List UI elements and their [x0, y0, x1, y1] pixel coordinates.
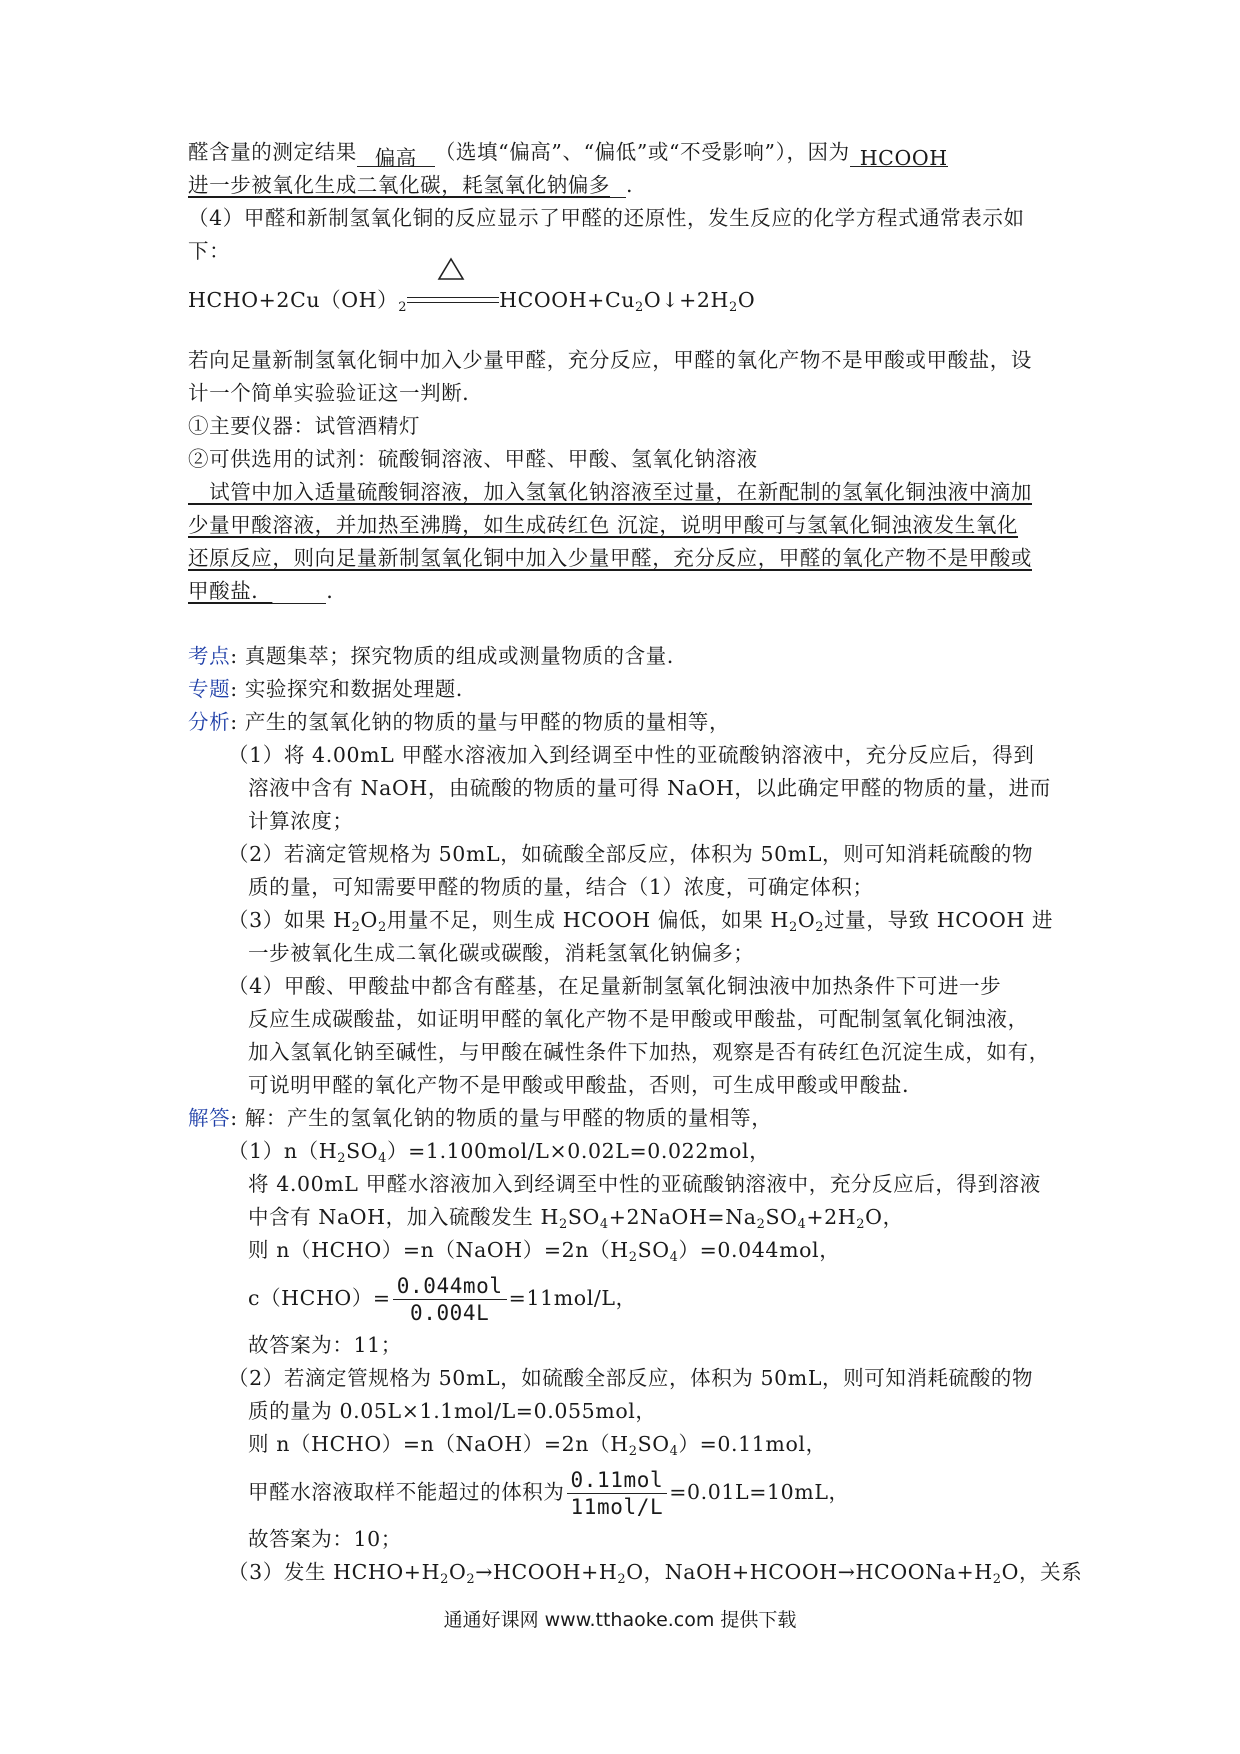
- text-line: （1）将 4.00mL 甲醛水溶液加入到经调至中性的亚硫酸钠溶液中，充分反应后，得到: [228, 743, 1035, 767]
- text-line: 计一个简单实验验证这一判断．: [188, 381, 484, 405]
- question-block: [188, 344, 1056, 608]
- page-footer: 通通好课网 www.tthaoke.com 提供下载: [443, 1609, 797, 1631]
- analysis-section: [188, 640, 1083, 1589]
- text-line: 下：: [188, 239, 231, 263]
- heating-arrow: [407, 285, 499, 315]
- answer-line: 甲酸盐． ．: [188, 579, 348, 603]
- jieda-line: 解答: 解：产生的氢氧化钠的物质的量与甲醛的物质的量相等，: [188, 1106, 773, 1130]
- text-line: 中含有 NaOH，加入硫酸发生 $H_2SO_4+2NaOH=Na_2SO_4+2H_2O$，: [248, 1205, 904, 1232]
- text-line: 计算浓度；: [248, 809, 354, 833]
- answer-blank: 偏高: [357, 142, 435, 167]
- volume-formula: 甲醛水溶液取样不能超过的体积为 $\frac{\text{0.11mol}}{\text{11mol/L}}$ =0.01L=10mL，: [248, 1468, 850, 1519]
- kaodian-label: 考点: [188, 644, 231, 668]
- text-line: （4）甲酸、甲酸盐中都含有醛基，在足量新制氢氧化铜浊液中加热条件下可进一步: [228, 974, 1002, 998]
- answer-line: 少量甲酸溶液，并加热至沸腾，如生成砖红色 沉淀，说明甲酸可与氢氧化铜浊液发生氧化: [188, 513, 1019, 537]
- answer-line: 试管中加入适量硫酸铜溶液，加入氢氧化钠溶液至过量，在新配制的氢氧化铜浊液中滴加: [188, 480, 1032, 504]
- text-line: （2）若滴定管规格为 50mL，如硫酸全部反应，体积为 50mL，则可知消耗硫酸的物: [228, 842, 1034, 866]
- text-line: 可说明甲醛的氧化产物不是甲酸或甲酸盐，否则，可生成甲酸或甲酸盐．: [248, 1073, 924, 1097]
- text-line: 将 4.00mL 甲醛水溶液加入到经调至中性的亚硫酸钠溶液中，充分反应后，得到溶液: [248, 1172, 1041, 1196]
- text-line: $(1)n(H_2SO_4)=1.100mol/L\times 0.02L=0.022mol$，: [228, 1139, 771, 1166]
- concentration-formula: c（HCHO）= $\frac{\text{0.044mol}}{0.004L}$ =11mol/L，: [248, 1274, 637, 1325]
- answer-line: 还原反应，则向足量新制氢氧化铜中加入少量甲醛，充分反应，甲醛的氧化产物不是甲酸或: [188, 546, 1032, 570]
- text-line: 醛含量的测定结果 偏高 （选填“偏高”、“偏低”或“不受影响”），因为 HCOOH: [188, 140, 948, 170]
- text-line: （3）发生 $HCHO+H_2O_2\to HCOOH+H_2O$，$NaOH+HCOOH\to HCOONa+H_2O$，关系: [228, 1560, 1083, 1587]
- text-line: 若向足量新制氢氧化铜中加入少量甲醛，充分反应，甲醛的氧化产物不是甲酸或甲酸盐，设: [188, 348, 1032, 372]
- text-line: 质的量，可知需要甲醛的物质的量，结合（1）浓度，可确定体积；: [248, 875, 874, 899]
- zhuanti-label: 专题: [188, 677, 231, 701]
- text-line: 质的量为 0.05L×1.1mol/L=0.055mol，: [248, 1399, 657, 1423]
- kaodian-line: 考点: 真题集萃；探究物质的组成或测量物质的含量．: [188, 644, 688, 668]
- text-line: 则 $n(HCHO)=n(NaOH)=2n(H_2SO_4)=0.11mol$，: [248, 1432, 827, 1459]
- text-line: 反应生成碳酸盐，如证明甲醛的氧化产物不是甲酸或甲酸盐，可配制氢氧化铜浊液，: [248, 1007, 1029, 1031]
- text-line: ①主要仪器：试管酒精灯: [188, 414, 421, 438]
- fenxi-label: 分析: [188, 710, 231, 734]
- text-line: 进一步被氧化生成二氧化碳，耗氢氧化钠偏多 .: [188, 173, 634, 197]
- fraction: $\frac{\text{0.044mol}}{0.004L}$: [393, 1273, 507, 1326]
- text-line: （4）甲醛和新制氢氧化铜的反应显示了甲醛的还原性，发生反应的化学方程式通常表示如: [188, 206, 1025, 230]
- answer-blank: HCOOH: [850, 142, 948, 167]
- text-line: （2）若滴定管规格为 50mL，如硫酸全部反应，体积为 50mL，则可知消耗硫酸的物: [228, 1366, 1034, 1390]
- answer-block-top: [188, 136, 1056, 268]
- answer-line: 故答案为：10；: [248, 1527, 402, 1551]
- fraction: $\frac{\text{0.11mol}}{\text{11mol/L}}$: [567, 1467, 668, 1520]
- text-line: 加入氢氧化钠至碱性，与甲酸在碱性条件下加热，观察是否有砖红色沉淀生成，如有，: [248, 1040, 1050, 1064]
- jieda-label: 解答: [188, 1106, 231, 1130]
- chemical-equation: $HCHO+2Cu(OH)_2$ $HCOOH+Cu_2O↓+2H_2O$: [188, 284, 1056, 324]
- text-line: 则 $n(HCHO)=n(NaOH)=2n(H_2SO_4)=0.044mol$，: [248, 1238, 841, 1265]
- answer-line: 故答案为：11；: [248, 1333, 402, 1357]
- fenxi-line: 分析: 产生的氢氧化钠的物质的量与甲醛的物质的量相等，: [188, 710, 731, 734]
- text-line: （3）如果 $H_2O_2$用量不足，则生成 HCOOH 偏低，如果 $H_2O_2$过量，导致 HCOOH 进: [228, 908, 1054, 935]
- text-line: 溶液中含有 NaOH，由硫酸的物质的量可得 NaOH，以此确定甲醛的物质的量，进而: [248, 776, 1051, 800]
- text-line: ②可供选用的试剂：硫酸铜溶液、甲醛、甲酸、氢氧化钠溶液: [188, 447, 758, 471]
- zhuanti-line: 专题: 实验探究和数据处理题．: [188, 677, 477, 701]
- text-line: 一步被氧化生成二氧化碳或碳酸，消耗氢氧化钠偏多；: [248, 941, 755, 965]
